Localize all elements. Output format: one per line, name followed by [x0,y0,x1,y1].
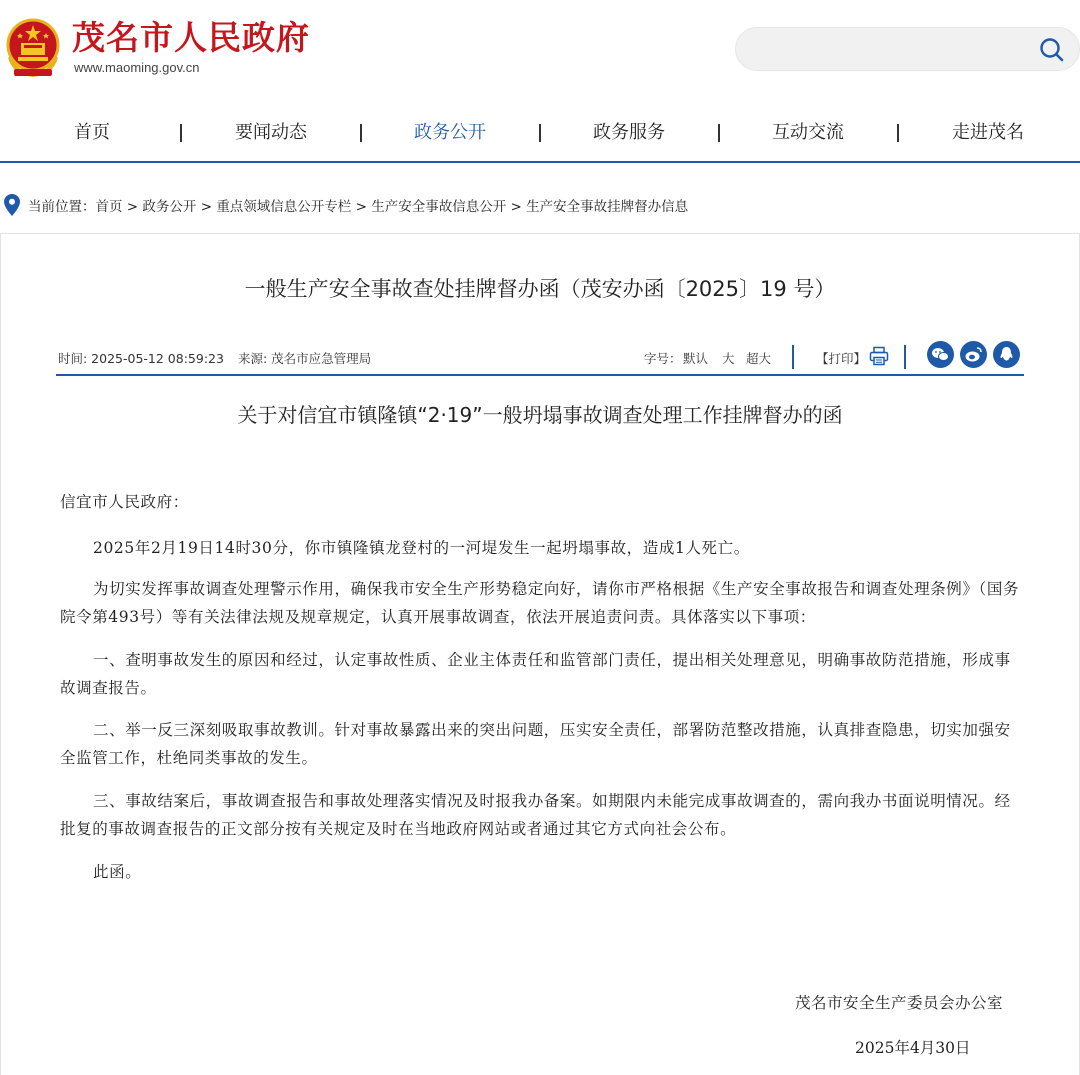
paragraph: 为切实发挥事故调查处理警示作用，确保我市安全生产形势稳定向好，请你市严格根据《生产安全事故报告和调查处理条例》（国务院令第493号）等有关法律法规及规章规定，认真开展事故调查，依法开展追责问责。具体落实以下事项： [60,580,1020,626]
signature-date: 2025年4月30日 [855,1039,971,1057]
search-box [735,27,1080,71]
breadcrumb-separator: > [196,199,217,215]
nav-divider [718,124,720,142]
nav-divider [897,124,899,142]
site-name[interactable]: 茂名市人民政府 [72,18,310,57]
search-input[interactable] [756,38,1026,62]
printer-icon[interactable] [869,346,889,366]
font-size-xlarge-button[interactable]: 超大 [746,351,772,366]
breadcrumb-item-home[interactable]: 首页 [95,199,123,215]
nav-item-government-affairs[interactable]: 政务公开 [414,122,486,143]
meta-divider [904,345,906,369]
site-url: www.maoming.gov.cn [74,60,200,75]
breadcrumb-item-government-affairs[interactable]: 政务公开 [142,199,197,215]
breadcrumb-separator: > [506,199,527,215]
breadcrumb-separator: > [351,199,372,215]
qq-icon[interactable] [993,341,1020,368]
font-size-large-button[interactable]: 大 [722,351,735,366]
meta-divider [792,345,794,369]
paragraph: 2025年2月19日14时30分，你市镇隆镇龙登村的一河堤发生一起坍塌事故，造成1人死亡。 [93,539,750,557]
breadcrumb-separator: > [122,199,143,215]
font-size-default-button[interactable]: 默认 [683,351,709,366]
wechat-icon[interactable] [927,341,954,368]
signature-organization: 茂名市安全生产委员会办公室 [795,994,1004,1012]
article-meta-bar [56,340,1024,376]
nav-item-interaction[interactable]: 互动交流 [772,122,844,143]
main-nav [0,103,1080,163]
nav-item-news[interactable]: 要闻动态 [235,122,307,143]
letter-salutation: 信宜市人民政府： [60,493,189,511]
paragraph: 三、事故结案后，事故调查报告和事故处理落实情况及时报我办备案。如期限内未能完成事故调查的，需向我办书面说明情况。经批复的事故调查报告的正文部分按有关规定及时在当地政府网站或者通过其它方式向社会公布。 [60,792,1011,838]
breadcrumb-item-key-areas[interactable]: 重点领域信息公开专栏 [216,199,352,215]
nav-divider [539,124,541,142]
article-title: 一般生产安全事故查处挂牌督办函（茂安办函〔2025〕19 号） [244,277,836,301]
article-subtitle: 关于对信宜市镇隆镇“2·19”一般坍塌事故调查处理工作挂牌督办的函 [237,403,843,427]
weibo-icon[interactable] [960,341,987,368]
nav-divider [180,124,182,142]
article-source: 来源: 茂名市应急管理局 [238,351,372,366]
print-button[interactable]: 【打印】 [816,351,867,366]
location-pin-icon [4,194,20,216]
breadcrumb-item-accident-info[interactable]: 生产安全事故信息公开 [371,199,507,215]
site-header [0,0,1080,100]
nav-item-about-maoming[interactable]: 走进茂名 [952,122,1024,143]
nav-item-services[interactable]: 政务服务 [593,122,665,143]
publish-time: 时间: 2025-05-12 08:59:23 [58,351,224,366]
national-emblem-icon[interactable] [4,17,62,79]
breadcrumb-item-supervision-info[interactable]: 生产安全事故挂牌督办信息 [526,199,689,215]
search-icon[interactable] [1039,37,1065,63]
font-size-label: 字号： [644,351,682,366]
breadcrumb-prefix: 当前位置： [28,199,96,215]
paragraph: 二、举一反三深刻吸取事故教训。针对事故暴露出来的突出问题，压实安全责任，部署防范整改措施，认真排查隐患，切实加强安全监管工作，杜绝同类事故的发生。 [60,721,1011,767]
nav-divider [360,124,362,142]
breadcrumb-trail [28,195,688,215]
nav-item-home[interactable]: 首页 [74,122,110,143]
breadcrumb [0,190,1080,220]
paragraph: 一、查明事故发生的原因和经过，认定事故性质、企业主体责任和监管部门责任，提出相关处理意见，明确事故防范措施，形成事故调查报告。 [60,651,1011,697]
letter-closing: 此函。 [93,863,142,881]
